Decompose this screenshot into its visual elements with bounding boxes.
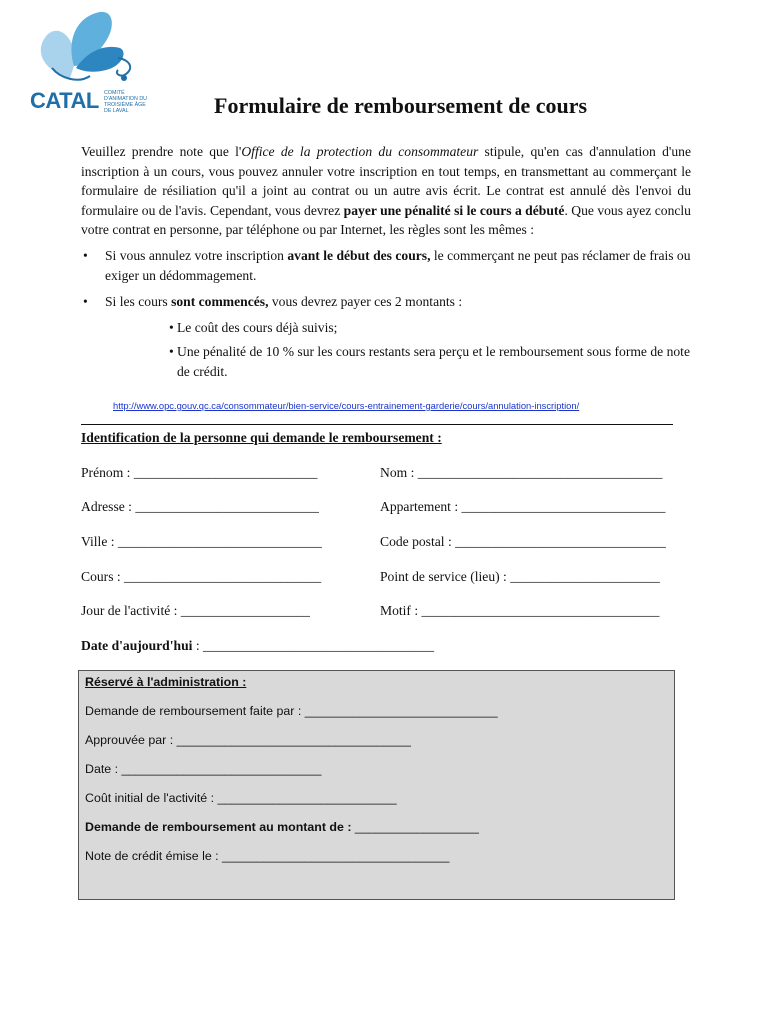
admin-note-credit-field[interactable]: Note de crédit émise le : _________________________________ bbox=[85, 849, 450, 863]
appartement-field[interactable]: Appartement : ______________________________ bbox=[380, 499, 666, 514]
opc-link[interactable]: http://www.opc.gouv.qc.ca/consommateur/bien-service/cours-entrainement-garderie/cours/annulation-inscription/ bbox=[113, 400, 580, 411]
cours-field[interactable]: Cours : _____________________________ bbox=[81, 569, 322, 584]
rule-after-start bbox=[81, 292, 691, 381]
intro-penalty-notice: payer une pénalité si le cours a débuté bbox=[343, 202, 565, 218]
amount-item-courses: • Le coût des cours déjà suivis; bbox=[169, 319, 338, 335]
admin-montant-line: __________________ bbox=[354, 820, 479, 834]
amount-item-penalty: • Une pénalité de 10 % sur les cours restants sera perçu et le remboursement sous forme de note de crédit. bbox=[169, 344, 690, 379]
logo-name: CATAL bbox=[30, 88, 99, 113]
admin-demande-field[interactable]: Demande de remboursement faite par : ____________________________ bbox=[85, 704, 498, 718]
admin-montant-field[interactable] bbox=[85, 820, 479, 834]
admin-date-field[interactable]: Date : _____________________________ bbox=[85, 762, 322, 776]
rule1-text-end: le commerçant ne peut pas réclamer de frais ou exiger un dédommagement. bbox=[105, 248, 691, 283]
date-label: Date d'aujourd'hui bbox=[81, 638, 193, 653]
logo-subtitle: COMITÉ D'ANIMATION DU TROISIÈME ÂGE DE LAVAL bbox=[104, 90, 147, 114]
rule-before-start bbox=[81, 246, 691, 285]
intro-text-2: stipule, qu'en cas d'annulation d'une inscription à un cours, vous pouvez annuler votre inscription en tout temps, en transmettant au commerçant le formulaire de résiliation qu'il a joint au contrat ou un autre avis écrit. Le contrat est annulé dès l'envoi du formulaire ou de l'avis. Cependant, vous devrez bbox=[81, 144, 691, 218]
rule1-text: Si vous annulez votre inscription bbox=[105, 248, 288, 263]
intro-office-name: Office de la protection du consommateur bbox=[241, 144, 479, 159]
rule2-text: Si les cours bbox=[105, 294, 172, 309]
catal-logo bbox=[30, 8, 152, 120]
identification-heading: Identification de la personne qui demande le remboursement : bbox=[81, 430, 442, 445]
admin-cout-field[interactable]: Coût initial de l'activité : __________________________ bbox=[85, 791, 397, 805]
rule2-text-end: vous devrez payer ces 2 montants : bbox=[268, 294, 463, 309]
date-aujourdhui-field[interactable] bbox=[81, 638, 434, 654]
admin-approuvee-field[interactable]: Approuvée par : __________________________________ bbox=[85, 733, 411, 747]
jour-activite-field[interactable]: Jour de l'activité : ___________________ bbox=[81, 603, 310, 618]
intro-text-3: . Que vous ayez conclu votre contrat en personne, par téléphone ou par Internet, les règles sont les mêmes : bbox=[81, 202, 691, 237]
date-line: : __________________________________ bbox=[192, 638, 435, 653]
nom-field[interactable]: Nom : ____________________________________ bbox=[380, 465, 663, 480]
butterfly-logo-icon bbox=[30, 8, 152, 92]
intro-paragraph bbox=[81, 142, 691, 240]
page-title: Formulaire de remboursement de cours bbox=[214, 93, 588, 118]
rule2-bold: sont commencés, bbox=[171, 294, 269, 309]
amount-penalty-text: Une pénalité de 10 % sur les cours restants sera perçu et le remboursement sous forme de note de crédit. bbox=[177, 344, 690, 379]
motif-field[interactable]: Motif : ___________________________________ bbox=[380, 603, 660, 618]
admin-montant-label: Demande de remboursement au montant de : bbox=[85, 820, 355, 834]
rule1-bold: avant le début des cours, bbox=[287, 248, 431, 263]
intro-text-1: Veuillez prendre note que l' bbox=[81, 144, 242, 159]
point-service-field[interactable]: Point de service (lieu) : ______________________ bbox=[380, 569, 660, 584]
admin-section bbox=[78, 670, 675, 900]
amount-courses-text: Le coût des cours déjà suivis; bbox=[177, 319, 338, 335]
divider bbox=[81, 424, 673, 425]
code-postal-field[interactable]: Code postal : _______________________________ bbox=[380, 534, 666, 549]
ville-field[interactable]: Ville : ______________________________ bbox=[81, 534, 322, 549]
amounts-list bbox=[105, 318, 691, 382]
prenom-field[interactable]: Prénom : ___________________________ bbox=[81, 465, 318, 480]
rules-list bbox=[81, 246, 691, 388]
admin-heading: Réservé à l'administration : bbox=[85, 675, 247, 689]
adresse-field[interactable]: Adresse : ___________________________ bbox=[81, 499, 319, 514]
